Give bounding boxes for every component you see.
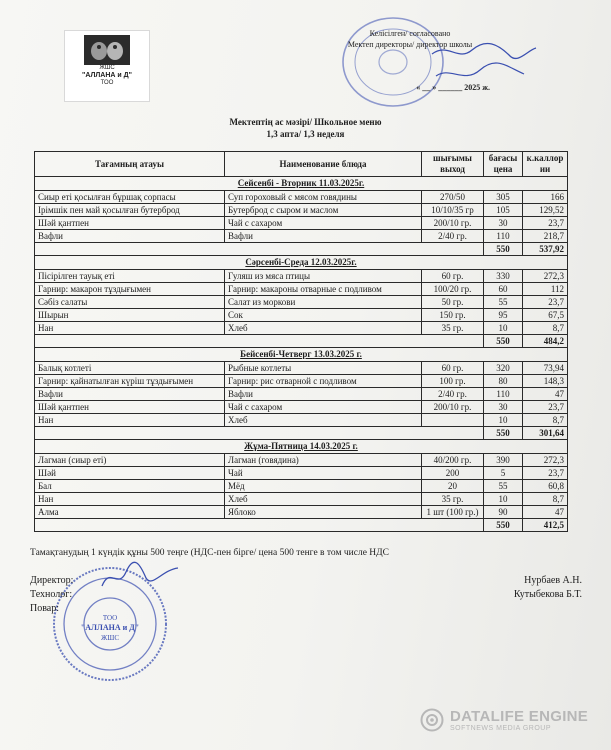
total-price: 550 — [484, 243, 523, 256]
table-body — [35, 177, 568, 532]
day-title: Бейсенбі-Четверг 13.03.2025 г. — [35, 348, 568, 362]
dish-output: 20 — [422, 480, 484, 493]
dish-output: 10/10/35 гр — [422, 204, 484, 217]
dish-price: 110 — [484, 230, 523, 243]
dish-ru: Хлеб — [225, 493, 422, 506]
approval-date: « __ » ______ 2025 ж. — [416, 83, 490, 92]
dish-price: 5 — [484, 467, 523, 480]
table-row — [35, 467, 568, 480]
dish-kz: Нан — [35, 414, 225, 427]
dish-output: 60 гр. — [422, 270, 484, 283]
dish-kcal: 8,7 — [523, 493, 568, 506]
dish-price: 305 — [484, 191, 523, 204]
total-spacer — [35, 519, 484, 532]
technologist-label: Технолог: — [30, 589, 73, 600]
dish-ru: Рыбные котлеты — [225, 362, 422, 375]
watermark — [420, 706, 600, 736]
dish-kz: Вафли — [35, 230, 225, 243]
table-row — [35, 480, 568, 493]
dish-output: 200 — [422, 467, 484, 480]
table-row — [35, 309, 568, 322]
menu-title: Мектептің ас мәзірі/ Школьное меню — [229, 117, 382, 127]
dish-price: 80 — [484, 375, 523, 388]
table-row — [35, 388, 568, 401]
dish-kcal: 272,3 — [523, 454, 568, 467]
seal-org-type-kz: ЖШС — [100, 634, 120, 642]
dish-kz: Вафли — [35, 388, 225, 401]
total-spacer — [35, 427, 484, 440]
dish-kcal: 47 — [523, 388, 568, 401]
dish-price: 90 — [484, 506, 523, 519]
dish-kz: Бал — [35, 480, 225, 493]
table-row — [35, 322, 568, 335]
dish-output: 35 гр. — [422, 493, 484, 506]
staff-names — [470, 574, 582, 602]
dish-ru: Гарнир: макароны отварные с подливом — [225, 283, 422, 296]
dish-kz: Шәй қантпен — [35, 401, 225, 414]
dish-kcal: 23,7 — [523, 467, 568, 480]
dish-output: 1 шт (100 гр.) — [422, 506, 484, 519]
table-row — [35, 506, 568, 519]
total-price: 550 — [484, 519, 523, 532]
day-title: Жұма-Пятница 14.03.2025 г. — [35, 440, 568, 454]
dish-price: 30 — [484, 217, 523, 230]
total-row — [35, 519, 568, 532]
dish-output: 2/40 гр. — [422, 388, 484, 401]
dish-output: 50 гр. — [422, 296, 484, 309]
table-row — [35, 454, 568, 467]
total-kcal: 412,5 — [523, 519, 568, 532]
dish-kcal: 47 — [523, 506, 568, 519]
dish-kz: Ірімшік пен май қосылған бутерброд — [35, 204, 225, 217]
dish-price: 10 — [484, 414, 523, 427]
watermark-subtitle: SOFTNEWS MEDIA GROUP — [450, 725, 552, 732]
header-name-ru: Наименование блюда — [225, 152, 422, 177]
dish-kcal: 272,3 — [523, 270, 568, 283]
total-row — [35, 427, 568, 440]
day-row — [35, 256, 568, 270]
technologist-name: Кутыбекова Б.Т. — [513, 589, 582, 600]
datalife-logo-icon — [420, 708, 444, 732]
dish-ru: Бутерброд с сыром и маслом — [225, 204, 422, 217]
dish-kcal: 8,7 — [523, 322, 568, 335]
total-kcal: 484,2 — [523, 335, 568, 348]
dish-kcal: 67,5 — [523, 309, 568, 322]
table-row — [35, 362, 568, 375]
dish-kcal: 60,8 — [523, 480, 568, 493]
menu-week: 1,3 апта/ 1,3 неделя — [266, 129, 345, 139]
day-title: Сәрсенбі-Среда 12.03.2025г. — [35, 256, 568, 270]
header-output: шығымы выход — [422, 152, 484, 177]
dish-ru: Сок — [225, 309, 422, 322]
dish-kz: Алма — [35, 506, 225, 519]
dish-price: 110 — [484, 388, 523, 401]
logo-org-type-ru: ТОО — [100, 80, 114, 86]
dish-output: 40/200 гр. — [422, 454, 484, 467]
dish-output: 100/20 гр. — [422, 283, 484, 296]
watermark-title: DATALIFE ENGINE — [450, 708, 589, 725]
dish-kcal: 148,3 — [523, 375, 568, 388]
dish-kcal: 218,7 — [523, 230, 568, 243]
dish-kcal: 23,7 — [523, 217, 568, 230]
dish-price: 10 — [484, 322, 523, 335]
dish-kz: Гарнир: макарон тұздығымен — [35, 283, 225, 296]
header-name-kz: Тағамның атауы — [35, 152, 225, 177]
total-row — [35, 243, 568, 256]
logo-org-type-kz: ЖШС — [99, 65, 115, 71]
approval-director-label: Мектеп директоры/ директор школы — [347, 40, 473, 49]
dish-kcal: 23,7 — [523, 401, 568, 414]
dish-price: 30 — [484, 401, 523, 414]
day-title: Сейсенбі - Вторник 11.03.2025г. — [35, 177, 568, 191]
dish-kz: Лагман (сиыр еті) — [35, 454, 225, 467]
dish-kcal: 23,7 — [523, 296, 568, 309]
dish-kz: Балық котлеті — [35, 362, 225, 375]
dish-price: 105 — [484, 204, 523, 217]
director-name: Нурбаев А.Н. — [524, 575, 582, 586]
dish-kz: Нан — [35, 493, 225, 506]
dish-price: 60 — [484, 283, 523, 296]
dish-kcal: 129,52 — [523, 204, 568, 217]
header-price: бағасы цена — [484, 152, 523, 177]
dish-ru: Гуляш из мяса птицы — [225, 270, 422, 283]
director-signature — [428, 40, 538, 90]
dish-kz: Нан — [35, 322, 225, 335]
table-row — [35, 270, 568, 283]
menu-table — [34, 151, 568, 532]
approval-agreed-label: Келісілген/ согласовано — [369, 29, 451, 38]
dish-output: 200/10 гр. — [422, 217, 484, 230]
dish-price: 390 — [484, 454, 523, 467]
dish-output — [422, 414, 484, 427]
table-row — [35, 375, 568, 388]
dish-ru: Вафли — [225, 230, 422, 243]
seal-company-name: "АЛЛАНА и Д" — [80, 623, 140, 632]
logo-emblem-icon — [84, 35, 130, 65]
company-logo — [64, 30, 150, 102]
table-row — [35, 230, 568, 243]
dish-kz: Шәй қантпен — [35, 217, 225, 230]
dish-kz: Сиыр еті қосылған бұршақ сорпасы — [35, 191, 225, 204]
dish-kcal: 73,94 — [523, 362, 568, 375]
daily-cost-note: Тамақтанудың 1 күндік құны 500 теңге (НДС-пен бірге/ цена 500 тенге в том числе НДС — [30, 548, 389, 558]
staff-labels — [30, 574, 73, 616]
dish-kz: Пісірілген тауық еті — [35, 270, 225, 283]
dish-kcal: 8,7 — [523, 414, 568, 427]
dish-output: 200/10 гр. — [422, 401, 484, 414]
dish-kcal: 112 — [523, 283, 568, 296]
dish-ru: Вафли — [225, 388, 422, 401]
dish-ru: Салат из моркови — [225, 296, 422, 309]
total-kcal: 301,64 — [523, 427, 568, 440]
day-row — [35, 440, 568, 454]
dish-ru: Мёд — [225, 480, 422, 493]
total-spacer — [35, 335, 484, 348]
dish-price: 10 — [484, 493, 523, 506]
day-row — [35, 177, 568, 191]
dish-output: 270/50 — [422, 191, 484, 204]
dish-kz: Сәбіз салаты — [35, 296, 225, 309]
table-row — [35, 414, 568, 427]
dish-ru: Чай с сахаром — [225, 217, 422, 230]
logo-company-name: "АЛЛАНА и Д" — [82, 72, 132, 79]
total-kcal: 537,92 — [523, 243, 568, 256]
dish-ru: Лагман (говядина) — [225, 454, 422, 467]
dish-output: 100 гр. — [422, 375, 484, 388]
total-price: 550 — [484, 427, 523, 440]
dish-output: 2/40 гр. — [422, 230, 484, 243]
table-row — [35, 217, 568, 230]
dish-kz: Шәй — [35, 467, 225, 480]
total-price: 550 — [484, 335, 523, 348]
dish-ru: Чай — [225, 467, 422, 480]
dish-price: 55 — [484, 480, 523, 493]
dish-ru: Яблоко — [225, 506, 422, 519]
dish-output: 60 гр. — [422, 362, 484, 375]
total-spacer — [35, 243, 484, 256]
header-kcal: к.каллор ии — [523, 152, 568, 177]
table-row — [35, 493, 568, 506]
table-row — [35, 191, 568, 204]
table-row — [35, 401, 568, 414]
dish-kz: Гарнир: қайнатылған күріш тұздығымен — [35, 375, 225, 388]
dish-price: 55 — [484, 296, 523, 309]
table-row — [35, 204, 568, 217]
dish-price: 330 — [484, 270, 523, 283]
staff-signature — [100, 560, 180, 596]
table-header-row — [35, 152, 568, 177]
seal-org-type-ru: ТОО — [102, 614, 118, 622]
dish-kz: Шырын — [35, 309, 225, 322]
dish-output: 35 гр. — [422, 322, 484, 335]
dish-ru: Хлеб — [225, 322, 422, 335]
dish-kcal: 166 — [523, 191, 568, 204]
cook-label: Повар: — [30, 603, 60, 614]
dish-ru: Чай с сахаром — [225, 401, 422, 414]
day-row — [35, 348, 568, 362]
dish-ru: Суп гороховый с мясом говядины — [225, 191, 422, 204]
dish-ru: Гарнир: рис отварной с подливом — [225, 375, 422, 388]
director-label: Директор: — [30, 575, 74, 586]
dish-price: 95 — [484, 309, 523, 322]
dish-output: 150 гр. — [422, 309, 484, 322]
table-row — [35, 283, 568, 296]
table-row — [35, 296, 568, 309]
total-row — [35, 335, 568, 348]
dish-ru: Хлеб — [225, 414, 422, 427]
dish-price: 320 — [484, 362, 523, 375]
